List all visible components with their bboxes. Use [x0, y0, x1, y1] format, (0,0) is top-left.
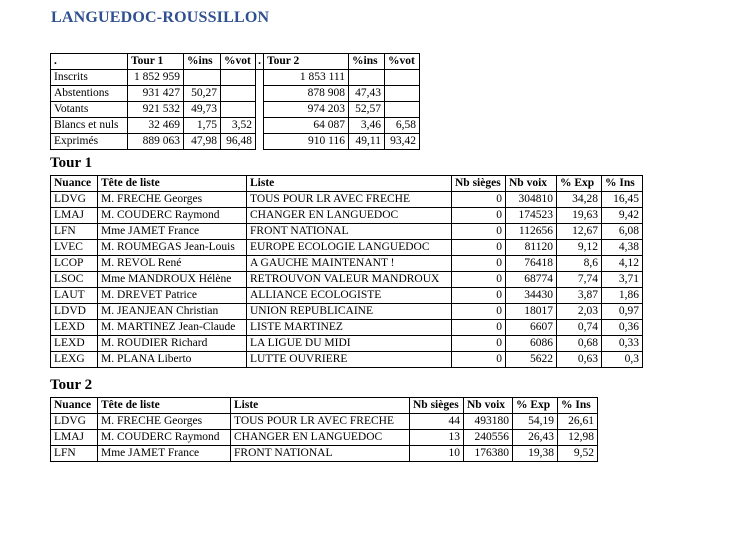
tour1-pct-exp: 19,63	[557, 208, 602, 224]
tour1-nb-voix: 34430	[506, 288, 557, 304]
summary-label: Votants	[51, 102, 128, 118]
summary-t2-ins: 47,43	[349, 86, 385, 102]
summary-tour2: 910 116	[264, 134, 349, 150]
summary-header-row	[51, 54, 420, 70]
tour2-nb-sieges: 10	[410, 446, 464, 462]
summary-header-tour2: Tour 2	[264, 54, 349, 70]
summary-separator	[256, 102, 264, 118]
summary-label: Blancs et nuls	[51, 118, 128, 134]
tour1-header-exp: % Exp	[557, 176, 602, 192]
summary-t2-ins: 52,57	[349, 102, 385, 118]
tour1-pct-ins: 16,45	[602, 192, 643, 208]
tour1-tete-de-liste: Mme JAMET France	[98, 224, 247, 240]
tour1-pct-exp: 0,74	[557, 320, 602, 336]
tour1-nb-sieges: 0	[452, 288, 506, 304]
summary-row	[51, 118, 420, 134]
tour1-nb-sieges: 0	[452, 272, 506, 288]
tour1-heading: Tour 1	[50, 155, 93, 171]
tour1-nb-sieges: 0	[452, 304, 506, 320]
tour1-liste: LISTE MARTINEZ	[247, 320, 452, 336]
tour1-nuance: LCOP	[51, 256, 98, 272]
tour1-nb-voix: 6607	[506, 320, 557, 336]
tour1-nb-voix: 6086	[506, 336, 557, 352]
tour1-header-ins: % Ins	[602, 176, 643, 192]
tour1-liste: UNION REPUBLICAINE	[247, 304, 452, 320]
summary-t1-ins	[184, 70, 221, 86]
summary-header-t2-vot: %vot	[385, 54, 420, 70]
tour1-nb-sieges: 0	[452, 208, 506, 224]
tour1-nuance: LDVD	[51, 304, 98, 320]
tour2-table	[50, 397, 598, 462]
tour2-liste: FRONT NATIONAL	[231, 446, 410, 462]
tour1-tete-de-liste: Mme MANDROUX Hélène	[98, 272, 247, 288]
tour2-pct-ins: 26,61	[558, 414, 598, 430]
tour1-liste: LUTTE OUVRIERE	[247, 352, 452, 368]
tour1-tete-de-liste: M. MARTINEZ Jean-Claude	[98, 320, 247, 336]
tour2-row	[51, 446, 598, 462]
tour1-nb-sieges: 0	[452, 224, 506, 240]
tour1-liste: RETROUVON VALEUR MANDROUX	[247, 272, 452, 288]
summary-t1-ins: 50,27	[184, 86, 221, 102]
tour1-pct-ins: 0,33	[602, 336, 643, 352]
tour1-header-liste: Liste	[247, 176, 452, 192]
summary-t2-vot	[385, 86, 420, 102]
summary-t1-ins: 1,75	[184, 118, 221, 134]
tour2-header-row	[51, 398, 598, 414]
summary-t2-ins: 3,46	[349, 118, 385, 134]
tour1-nuance: LEXD	[51, 336, 98, 352]
tour1-liste: FRONT NATIONAL	[247, 224, 452, 240]
tour1-nb-sieges: 0	[452, 320, 506, 336]
summary-tour2: 974 203	[264, 102, 349, 118]
summary-t1-vot: 3,52	[221, 118, 256, 134]
tour1-nuance: LMAJ	[51, 208, 98, 224]
summary-separator	[256, 118, 264, 134]
tour2-pct-exp: 26,43	[513, 430, 558, 446]
tour1-pct-exp: 7,74	[557, 272, 602, 288]
tour2-header-liste: Liste	[231, 398, 410, 414]
summary-row	[51, 86, 420, 102]
tour2-nb-voix: 493180	[464, 414, 513, 430]
tour2-nuance: LFN	[51, 446, 98, 462]
tour2-header-ins: % Ins	[558, 398, 598, 414]
summary-t2-ins	[349, 70, 385, 86]
tour1-row	[51, 288, 643, 304]
tour1-liste: CHANGER EN LANGUEDOC	[247, 208, 452, 224]
tour2-header-tete: Tête de liste	[98, 398, 231, 414]
tour1-liste: ALLIANCE ECOLOGISTE	[247, 288, 452, 304]
summary-header-t1-vot: %vot	[221, 54, 256, 70]
tour1-header-row	[51, 176, 643, 192]
summary-header-sep: .	[256, 54, 264, 70]
tour1-pct-ins: 4,38	[602, 240, 643, 256]
tour1-nb-voix: 76418	[506, 256, 557, 272]
tour1-row	[51, 352, 643, 368]
tour2-pct-exp: 19,38	[513, 446, 558, 462]
summary-tour2: 1 853 111	[264, 70, 349, 86]
tour2-header-nuance: Nuance	[51, 398, 98, 414]
page-title: LANGUEDOC-ROUSSILLON	[51, 9, 270, 26]
tour2-tete-de-liste: M. FRECHE Georges	[98, 414, 231, 430]
tour1-pct-ins: 1,86	[602, 288, 643, 304]
summary-separator	[256, 86, 264, 102]
tour1-nb-voix: 5622	[506, 352, 557, 368]
summary-table	[50, 53, 420, 150]
tour1-pct-ins: 4,12	[602, 256, 643, 272]
summary-tour1: 1 852 959	[128, 70, 184, 86]
tour2-liste: TOUS POUR LR AVEC FRECHE	[231, 414, 410, 430]
tour1-pct-ins: 3,71	[602, 272, 643, 288]
tour1-tete-de-liste: M. FRECHE Georges	[98, 192, 247, 208]
tour1-nuance: LFN	[51, 224, 98, 240]
summary-t1-vot	[221, 86, 256, 102]
tour1-tete-de-liste: M. DREVET Patrice	[98, 288, 247, 304]
tour2-nb-voix: 176380	[464, 446, 513, 462]
tour2-nuance: LDVG	[51, 414, 98, 430]
summary-t1-vot	[221, 70, 256, 86]
tour1-row	[51, 272, 643, 288]
tour2-pct-ins: 12,98	[558, 430, 598, 446]
tour1-nuance: LAUT	[51, 288, 98, 304]
tour1-row	[51, 256, 643, 272]
tour1-tete-de-liste: M. ROUDIER Richard	[98, 336, 247, 352]
tour1-tete-de-liste: M. ROUMEGAS Jean-Louis	[98, 240, 247, 256]
tour2-nb-sieges: 13	[410, 430, 464, 446]
tour2-row	[51, 414, 598, 430]
tour1-row	[51, 192, 643, 208]
tour1-row	[51, 240, 643, 256]
tour2-heading: Tour 2	[50, 377, 93, 393]
tour1-liste: LA LIGUE DU MIDI	[247, 336, 452, 352]
tour1-nb-voix: 174523	[506, 208, 557, 224]
tour1-row	[51, 336, 643, 352]
tour1-tete-de-liste: M. COUDERC Raymond	[98, 208, 247, 224]
tour1-pct-exp: 9,12	[557, 240, 602, 256]
tour1-header-nuance: Nuance	[51, 176, 98, 192]
summary-header-tour1: Tour 1	[128, 54, 184, 70]
tour1-pct-exp: 0,63	[557, 352, 602, 368]
tour1-nb-voix: 81120	[506, 240, 557, 256]
summary-separator	[256, 134, 264, 150]
summary-t2-vot	[385, 70, 420, 86]
tour1-nuance: LDVG	[51, 192, 98, 208]
summary-label: Exprimés	[51, 134, 128, 150]
tour1-row	[51, 320, 643, 336]
summary-t2-ins: 49,11	[349, 134, 385, 150]
tour2-nuance: LMAJ	[51, 430, 98, 446]
tour1-nb-voix: 304810	[506, 192, 557, 208]
tour1-header-voix: Nb voix	[506, 176, 557, 192]
tour1-nb-sieges: 0	[452, 240, 506, 256]
tour1-pct-exp: 34,28	[557, 192, 602, 208]
tour1-row	[51, 304, 643, 320]
summary-t2-vot: 6,58	[385, 118, 420, 134]
tour1-header-tete: Tête de liste	[98, 176, 247, 192]
tour2-nb-sieges: 44	[410, 414, 464, 430]
tour1-pct-exp: 8,6	[557, 256, 602, 272]
tour1-nuance: LSOC	[51, 272, 98, 288]
tour2-pct-exp: 54,19	[513, 414, 558, 430]
summary-tour1: 921 532	[128, 102, 184, 118]
summary-row	[51, 102, 420, 118]
tour2-header-sieges: Nb sièges	[410, 398, 464, 414]
tour1-nb-sieges: 0	[452, 352, 506, 368]
summary-tour2: 64 087	[264, 118, 349, 134]
tour1-liste: A GAUCHE MAINTENANT !	[247, 256, 452, 272]
summary-header-label: .	[51, 54, 128, 70]
tour1-table	[50, 175, 643, 368]
summary-t1-vot: 96,48	[221, 134, 256, 150]
tour1-pct-ins: 6,08	[602, 224, 643, 240]
tour2-header-voix: Nb voix	[464, 398, 513, 414]
summary-label: Inscrits	[51, 70, 128, 86]
tour1-header-sieges: Nb sièges	[452, 176, 506, 192]
summary-header-t1-ins: %ins	[184, 54, 221, 70]
summary-tour2: 878 908	[264, 86, 349, 102]
summary-t1-ins: 49,73	[184, 102, 221, 118]
tour1-pct-exp: 3,87	[557, 288, 602, 304]
tour1-liste: TOUS POUR LR AVEC FRECHE	[247, 192, 452, 208]
tour2-pct-ins: 9,52	[558, 446, 598, 462]
tour1-nb-sieges: 0	[452, 256, 506, 272]
summary-tour1: 32 469	[128, 118, 184, 134]
tour1-tete-de-liste: M. PLANA Liberto	[98, 352, 247, 368]
tour1-pct-exp: 2,03	[557, 304, 602, 320]
tour2-tete-de-liste: Mme JAMET France	[98, 446, 231, 462]
tour2-header-exp: % Exp	[513, 398, 558, 414]
tour1-pct-exp: 0,68	[557, 336, 602, 352]
tour1-nb-voix: 18017	[506, 304, 557, 320]
summary-separator	[256, 70, 264, 86]
tour1-nb-voix: 112656	[506, 224, 557, 240]
tour1-pct-ins: 0,36	[602, 320, 643, 336]
summary-tour1: 889 063	[128, 134, 184, 150]
summary-row	[51, 70, 420, 86]
summary-label: Abstentions	[51, 86, 128, 102]
tour2-row	[51, 430, 598, 446]
tour1-liste: EUROPE ECOLOGIE LANGUEDOC	[247, 240, 452, 256]
summary-row	[51, 134, 420, 150]
summary-tour1: 931 427	[128, 86, 184, 102]
tour1-row	[51, 208, 643, 224]
tour2-nb-voix: 240556	[464, 430, 513, 446]
tour1-pct-ins: 0,3	[602, 352, 643, 368]
tour1-tete-de-liste: M. REVOL René	[98, 256, 247, 272]
tour1-pct-ins: 0,97	[602, 304, 643, 320]
tour1-pct-exp: 12,67	[557, 224, 602, 240]
summary-t1-ins: 47,98	[184, 134, 221, 150]
tour2-tete-de-liste: M. COUDERC Raymond	[98, 430, 231, 446]
tour1-nb-sieges: 0	[452, 192, 506, 208]
summary-t2-vot: 93,42	[385, 134, 420, 150]
tour1-nuance: LEXD	[51, 320, 98, 336]
tour1-nb-sieges: 0	[452, 336, 506, 352]
tour1-nuance: LEXG	[51, 352, 98, 368]
tour1-nuance: LVEC	[51, 240, 98, 256]
summary-t1-vot	[221, 102, 256, 118]
summary-t2-vot	[385, 102, 420, 118]
tour2-liste: CHANGER EN LANGUEDOC	[231, 430, 410, 446]
tour1-row	[51, 224, 643, 240]
tour1-pct-ins: 9,42	[602, 208, 643, 224]
summary-header-t2-ins: %ins	[349, 54, 385, 70]
tour1-nb-voix: 68774	[506, 272, 557, 288]
tour1-tete-de-liste: M. JEANJEAN Christian	[98, 304, 247, 320]
